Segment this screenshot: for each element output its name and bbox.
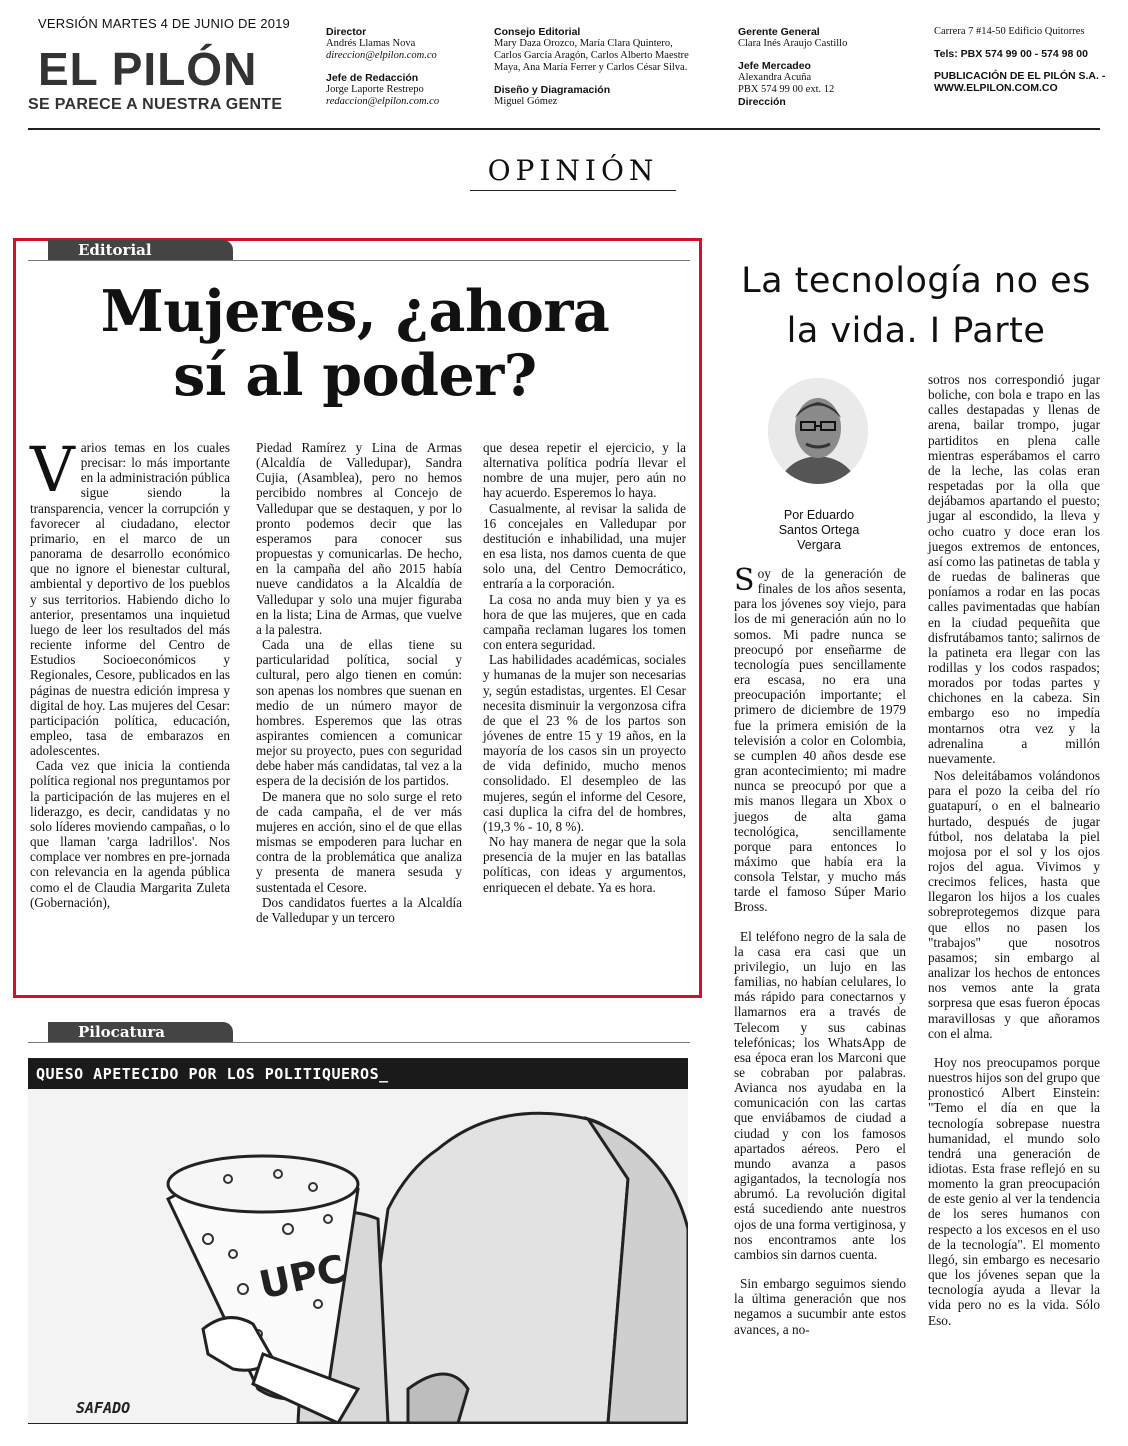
mercadeo-name: Alexandra Acuña [738, 72, 812, 83]
political-cartoon[interactable] [28, 1058, 688, 1424]
staff-director [326, 26, 486, 108]
cheese-top [168, 1156, 358, 1212]
editorial-paragraph: Dos candidatos fuertes a la Alcaldía de Valledupar y un tercero [256, 894, 462, 925]
byline-line-3: Vergara [797, 538, 841, 552]
byline-line-2: Santos Ortega [778, 523, 860, 537]
newspaper-slogan: SE PARECE A NUESTRA GENTE [28, 96, 283, 113]
masthead-divider [28, 128, 1100, 130]
telephones: Tels: PBX 574 99 00 - 574 98 00 [934, 48, 1088, 60]
author-portrait [768, 378, 868, 484]
editorial-paragraph: Cada vez que inicia la contienda política regional nos preguntamos por la participación de las mujeres en el liderazgo, es decir, candidatas y no solo líderes moviendo campañas, o lo que llaman 'carga ladrillos'. Nos complace ver nombres en pre-jornada con relevancia en la agenda pública como el de Claudia Margarita Zuleta (Gobernación), [30, 758, 230, 910]
column-paragraph: oy de la generación de finales de los años sesenta, para los jóvenes soy viejo, para los de mi generación aún no lo somos. Mi padre nunca se preocupó por enseñarme de tecnología pues sencillamente era escasa, no era una preocupación importante; el primero de diciembre de 1979 fue la primera emisión de la televisión a color en Colombia, se cumplen 40 años desde ese gran acontecimiento; mi madre nunca se preocupó por que a mis manos llegara un Xbox o juegos de alta gama tecnológica, sencillamente porque para entonces lo máximo que había era la consola Telstar, y mucho más tarde el famoso Súper Mario Bross. [734, 566, 906, 915]
editorial-paragraph: que desea repetir el ejercicio, y la alternativa política podría llevar el nombre de una mujer, pero aún no hay acuerdo. Esperemos lo haya. [483, 440, 686, 501]
editorial-column-3 [483, 440, 686, 895]
consejo-line-1: Mary Daza Orozco, María Clara Quintero, [494, 38, 673, 49]
byline-line-1: Por Eduardo [783, 508, 855, 522]
column-body-2 [928, 372, 1100, 1328]
mercadeo-label: Jefe Mercadeo [738, 60, 811, 72]
column-paragraph: Sin embargo seguimos siendo la última generación que nos negamos a sucumbir ante estos avances, a no- [734, 1276, 906, 1337]
editorial-tab-rule [28, 260, 690, 261]
cartoon-drawing [28, 1089, 688, 1423]
column-body-1 [734, 563, 906, 1337]
section-title-underline [470, 190, 676, 191]
editorial-paragraph: Casualmente, al revisar la salida de 16 concejales en Valledupar por destitución e inhabilidad, una mujer en esa lista, nos damos cuenta de que solo una, del Centro Democrático, entraría a la corporación. [483, 500, 686, 592]
gerente-name: Clara Inés Araujo Castillo [738, 38, 848, 49]
cheese-label: UPC [255, 1246, 350, 1308]
editorial-column-1 [30, 433, 230, 910]
editorial-paragraph: Piedad Ramírez y Lina de Armas (Alcaldía de Valledupar), Sandra Cujia, (Asamblea), pero no hemos percibido nombres al Concejo de Valledupar que se destaquen, y por lo pronto podemos decir que las esperamos para conocer sus propuestas y comunicarlas. De hecho, en la campaña del año 2015 había nueve candidatos a la Alcaldía de Valledupar y solo una mujer figuraba en la lista; Lina de Armas, que vuelve a la palestra. [256, 440, 462, 637]
publicacion-line-1: PUBLICACIÓN DE EL PILÓN S.A. - [934, 70, 1106, 82]
director-email[interactable]: direccion@elpilon.com.co [326, 50, 437, 61]
gerente-label: Gerente General [738, 26, 820, 38]
website-link[interactable]: WWW.ELPILON.COM.CO [934, 82, 1058, 94]
diseno-name: Miguel Gómez [494, 96, 558, 107]
consejo-line-3: Maya, Ana María Ferrer y Carlos César Silva. [494, 62, 688, 73]
staff-consejo [494, 26, 724, 108]
staff-contacto [934, 26, 1109, 94]
editorial-paragraph: La cosa no anda muy bien y ya es hora de que las mujeres, que en cada campaña reclaman lugares los tomen con entera seguridad. [483, 591, 686, 653]
column-headline-line-2: la vida. I Parte [786, 311, 1046, 351]
jefe-redaccion-email[interactable]: redaccion@elpilon.com.co [326, 96, 440, 107]
section-title: OPINIÓN [487, 154, 659, 187]
author-byline [746, 508, 892, 553]
column-headline [716, 256, 1116, 356]
editorial-paragraph: De manera que no solo surge el reto de cada campaña, el de ver más mujeres en acción, sino el de que ellas mismas se empoderen para luchar en contra de la problemática que analiza y presenta de manera sesuda y sustentada el Cesore. [256, 788, 462, 895]
column-paragraph: Hoy nos preocupamos porque nuestros hijos son del grupo que pronosticó Albert Einstein: "Temo el día en que la tecnología sobrepase nuestra humanidad, el mundo solo tendrá una generación de idiotas. Esta frase reflejó en su momento la gran preocupación de este genio al ver la tendencia de los seres humanos con respecto a los excesos en el uso de la tecnología". El momento llegó, sin embargo es necesario que los jóvenes sepan que la tecnología ayuda a llevar la vida pero no es la vida. Sólo Eso. [928, 1054, 1100, 1328]
author-photo [768, 378, 868, 484]
jefe-redaccion-name: Jorge Laporte Restrepo [326, 84, 424, 95]
cartoonist-signature: SAFADO [76, 1399, 131, 1417]
newspaper-logo[interactable]: EL PILÓN [38, 43, 258, 95]
edition-date: VERSIÓN MARTES 4 DE JUNIO DE 2019 [38, 16, 290, 31]
pilocatura-tab: Pilocatura [48, 1022, 233, 1042]
direccion-label: Dirección [738, 96, 786, 108]
diseno-label: Diseño y Diagramación [494, 84, 611, 96]
consejo-label: Consejo Editorial [494, 26, 581, 38]
address: Carrera 7 #14-50 Edificio Quitorres [934, 26, 1085, 37]
column-headline-line-1: La tecnología no es [741, 261, 1091, 301]
editorial-headline [30, 280, 680, 408]
editorial-headline-line-1: Mujeres, ¿ahora [100, 278, 610, 345]
jefe-redaccion-label: Jefe de Redacción [326, 72, 419, 84]
editorial-paragraph: arios temas en los cuales precisar: lo más importante en la administración pública sigue siendo la transparencia, vencer la corrupción y favorecer al ciudadano, elector primario, en el marco de un panorama de desarrollo económico que no ignore el bienestar cultural, ambiental y deportivo de los pueblos y sus territorios. Habiendo dicho lo anterior, presentamos una inquietud luego de leer los resultados del más reciente informe del Centro de Estudios Socioeconómicos y Regionales, Cesore, publicados en las páginas de nuestra edición impresa y digital de hoy. Las mujeres del Cesar: participación política, educación, empleo, tasa de embarazos en adolescentes. [30, 440, 230, 759]
editorial-paragraph: No hay manera de negar que la sola presencia de la mujer en las batallas políticas, con ideas y argumentos, enriquecen el debate. Ya es hora. [483, 834, 686, 895]
column-paragraph: Nos deleitábamos volándonos para el pozo la ceiba del río guatapurí, o en el balneario hurtado, después de jugar fútbol, nos delataba la piel mojosa por el sol y los ojos rojos del agua. Vivimos y crecimos felices, hasta que llegaron los hijos a los cuales sobreprotegemos dizque para que ellos no pasen los "trabajos" que nosotros pasamos; sin embargo al analizar los hechos de entonces nos vemos ante la grata sorpresa que esas fueron épocas maravillosas y que añoramos con el alma. [928, 768, 1100, 1041]
editorial-headline-line-2: sí al poder? [173, 342, 537, 409]
editorial-column-2 [256, 440, 462, 925]
pilocatura-tab-rule [28, 1042, 690, 1043]
director-name: Andrés Llamas Nova [326, 38, 416, 49]
editorial-tab: Editorial [48, 240, 233, 260]
editorial-paragraph: Cada una de ellas tiene su particularidad política, social y cultural, pero algo tienen en común: son apenas los nombres que suenan en medio de un número mayor de hombres. Esperemos que las otras aspirantes comiencen a comunicar mejor su proyecto, pues con seguridad debe haber más candidatas, tal vez a la espera de la decisión de los partidos. [256, 637, 462, 789]
column-paragraph: El teléfono negro de la sala de la casa era casi que un privilegio, un lujo en las familias, no habían celulares, lo más rápido para conectarnos y llamarnos era a través de Telecom y sus cabinas telefónicas; los WhatsApp de esa época eran los Marconi que se cobraban por palabras. Avianca nos ayudaba en la comunicación con las cartas que enviábamos de ciudad a ciudad y con los famosos apartados aéreos. Pero el mundo avanza a pasos agigantados, la tecnología nos abrumó. La revolución digital está sucediendo ante nuestros ojos de una forma vertiginosa, y nos encontramos ante los cambios sin darnos cuenta. [734, 928, 906, 1262]
mercadeo-phone: PBX 574 99 00 ext. 12 [738, 84, 835, 95]
editorial-dropcap: V [30, 433, 75, 506]
staff-gerencia [738, 26, 918, 108]
column-paragraph: sotros nos correspondió jugar boliche, con bola e trapo en las calles destapadas y llenas de arena, bailar trompo, jugar partiditos en plena calle mientras esperábamos el carro de la leche, las colas eran respetadas por la olla que dejábamos apartando el puesto; jugar al escondido, la lleva y ocho cuatro y doce eran los juegos extremos de entonces, así como las patinetas de tabla y de ruedas de balineras que poníamos a rodar en las pocas calles pavimentadas que habían en la ciudad pequeñita que disfrutábamos tanto; salirnos de la patineta era llegar con las rodillas y los codos raspados; morados por todas partes y chichones en la cabeza. Sin embargo eso no impedía montarnos otra vez y la adrenalina a millón nuevamente. [928, 372, 1100, 766]
column-dropcap: S [734, 563, 755, 598]
consejo-line-2: Carlos García Aragón, Carlos Alberto Maestre [494, 50, 689, 61]
editorial-paragraph: Las habilidades académicas, sociales y humanas de la mujer son necesarias y, según estadistas, urgentes. El Cesar necesita disminuir la vergonzosa cifra de que el 23 % de los partos son jóvenes de entre 15 y 19 años, en la mayoría de los casos sin un proyecto de vida definido, mucho menos consolidado. El desempleo de las mujeres, según el informe del Cesore, casi duplica la cifra del de hombres, (19,3 % - 10, 8 %). [483, 652, 686, 834]
armchair-foot [408, 1374, 468, 1423]
cartoon-caption: QUESO APETECIDO POR LOS POLITIQUEROS_ [28, 1059, 688, 1089]
director-label: Director [326, 26, 367, 38]
